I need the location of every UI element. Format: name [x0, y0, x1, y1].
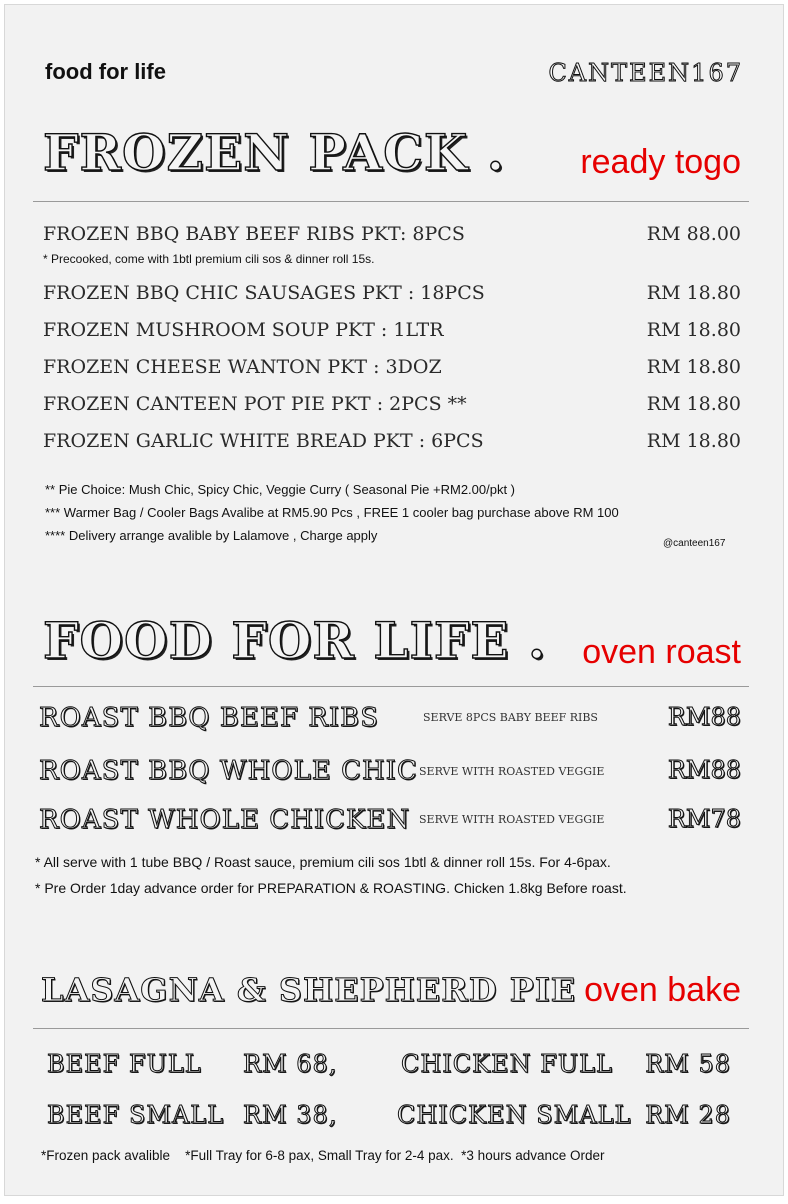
- frozen-item-5-price: RM 18.80: [646, 393, 741, 415]
- frozen-item-4-name: FROZEN CHEESE WANTON PKT : 3DOZ: [43, 356, 442, 378]
- frozen-item-1-name: FROZEN BBQ BABY BEEF RIBS PKT: 8PCS: [43, 223, 465, 245]
- roast-item-2-name: ROAST BBQ WHOLE CHIC: [39, 756, 418, 786]
- frozen-item-5-name: FROZEN CANTEEN POT PIE PKT : 2PCS **: [43, 393, 467, 415]
- roast-item-2-serve: SERVE WITH ROASTED VEGGIE: [419, 765, 605, 778]
- frozen-item-note: * Precooked, come with 1btl premium cili sos & dinner roll 15s.: [43, 252, 375, 266]
- bake-row-2-left-name: BEEF SMALL: [47, 1101, 225, 1129]
- frozen-item-6-price: RM 18.80: [646, 430, 741, 452]
- frozen-item-2-name: FROZEN BBQ CHIC SAUSAGES PKT : 18PCS: [43, 282, 485, 304]
- social-handle: @canteen167: [663, 538, 726, 549]
- bake-title: LASAGNA & SHEPHERD PIE: [41, 971, 577, 1009]
- roast-item-1-name: ROAST BBQ BEEF RIBS: [39, 703, 380, 733]
- brand-name: CANTEEN167: [548, 59, 743, 87]
- bake-subtitle: oven bake: [584, 971, 741, 1009]
- frozen-note-3: **** Delivery arrange avalible by Lalamove , Charge apply: [45, 528, 378, 543]
- frozen-item-4-price: RM 18.80: [646, 356, 741, 378]
- roast-item-2-price: RM88: [667, 756, 741, 784]
- roast-divider: [33, 686, 749, 687]
- roast-subtitle: oven roast: [582, 633, 741, 671]
- menu-page: [4, 4, 784, 1196]
- bake-footer-note: *Frozen pack avalible *Full Tray for 6-8 pax, Small Tray for 2-4 pax. *3 hours advance Order: [41, 1148, 605, 1163]
- frozen-item-3-name: FROZEN MUSHROOM SOUP PKT : 1LTR: [43, 319, 444, 341]
- frozen-note-1: ** Pie Choice: Mush Chic, Spicy Chic, Veggie Curry ( Seasonal Pie +RM2.00/pkt ): [45, 482, 516, 497]
- bake-row-2-right-price: RM 28: [645, 1101, 731, 1129]
- roast-item-3-price: RM78: [667, 805, 741, 833]
- roast-note-1: * All serve with 1 tube BBQ / Roast sauce, premium cili sos 1btl & dinner roll 15s. For 4-6pax.: [35, 854, 611, 870]
- roast-title: FOOD FOR LIFE .: [43, 611, 547, 670]
- bake-row-2-right-name: CHICKEN SMALL: [397, 1101, 632, 1129]
- frozen-item-2-price: RM 18.80: [646, 282, 741, 304]
- roast-item-3-serve: SERVE WITH ROASTED VEGGIE: [419, 813, 605, 826]
- bake-divider: [33, 1028, 749, 1029]
- frozen-subtitle: ready togo: [580, 143, 741, 181]
- frozen-title: FROZEN PACK .: [43, 123, 506, 182]
- roast-item-3-name: ROAST WHOLE CHICKEN: [39, 805, 411, 835]
- frozen-divider: [33, 201, 749, 202]
- header-tagline: food for life: [45, 59, 166, 84]
- bake-row-1-left-price: RM 68,: [243, 1050, 338, 1078]
- roast-item-1-serve: SERVE 8PCS BABY BEEF RIBS: [423, 711, 598, 724]
- roast-item-1-price: RM88: [667, 703, 741, 731]
- bake-row-1-right-name: CHICKEN FULL: [401, 1050, 613, 1078]
- bake-row-2-left-price: RM 38,: [243, 1101, 338, 1129]
- bake-row-1-left-name: BEEF FULL: [47, 1050, 202, 1078]
- frozen-note-2: *** Warmer Bag / Cooler Bags Avalibe at RM5.90 Pcs , FREE 1 cooler bag purchase above RM 100: [45, 505, 619, 520]
- frozen-item-1-price: RM 88.00: [646, 223, 741, 245]
- roast-note-2: * Pre Order 1day advance order for PREPARATION & ROASTING. Chicken 1.8kg Before roast.: [35, 880, 627, 896]
- frozen-item-3-price: RM 18.80: [646, 319, 741, 341]
- frozen-item-6-name: FROZEN GARLIC WHITE BREAD PKT : 6PCS: [43, 430, 484, 452]
- bake-row-1-right-price: RM 58: [645, 1050, 731, 1078]
